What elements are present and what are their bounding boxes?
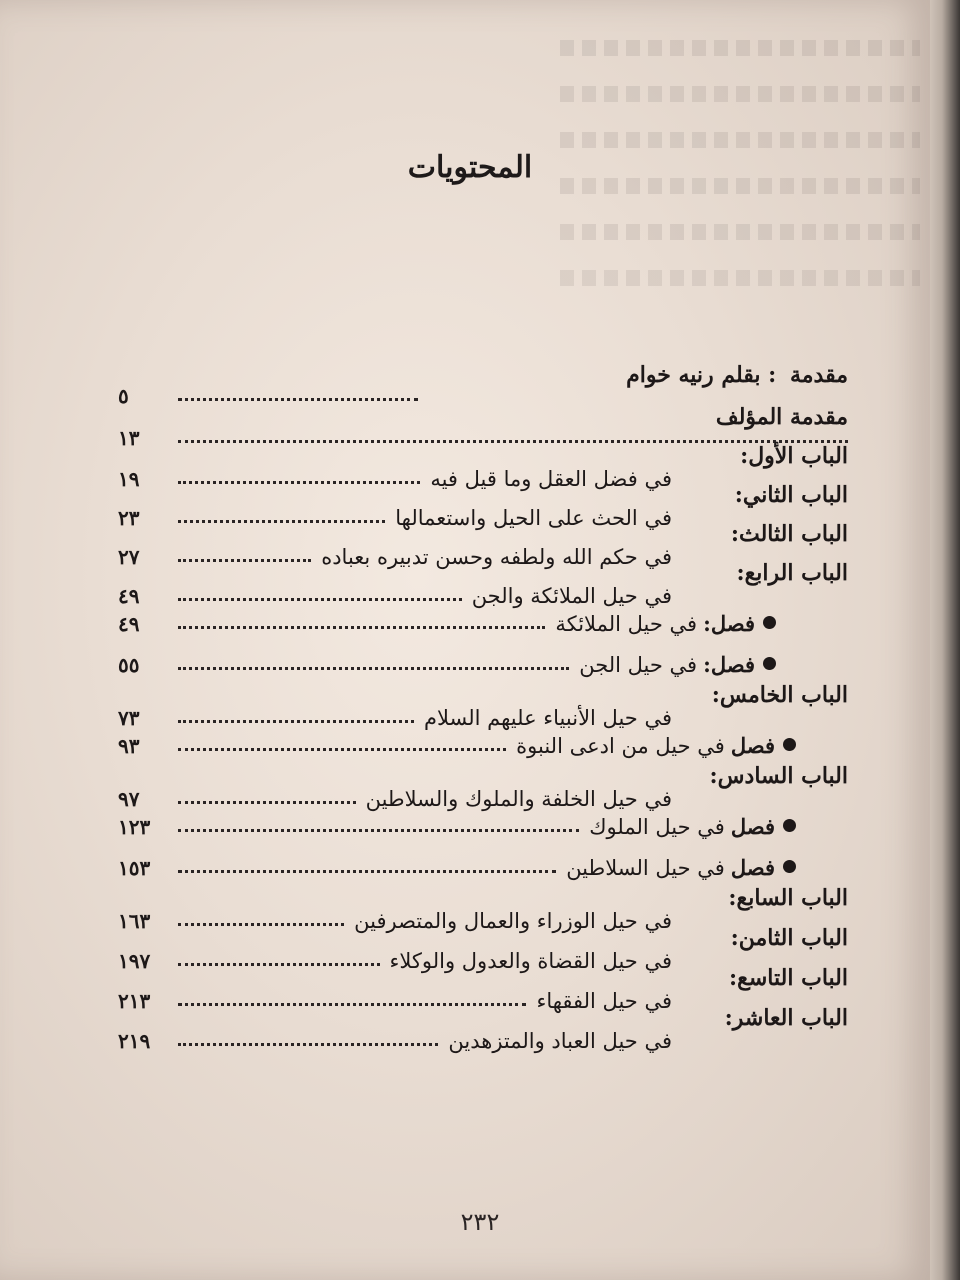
page-number: ٢٣	[118, 506, 140, 530]
entry-subtitle: : بقلم رنيه خوام	[626, 362, 777, 388]
bullet-icon	[783, 860, 796, 873]
entry-subtitle: في الحث على الحيل واستعمالها	[395, 506, 672, 530]
toc-entry-chapter-1	[118, 443, 848, 491]
toc-entry-section-jinn	[118, 641, 848, 682]
page-number: ٢٧	[118, 545, 140, 569]
entry-subtitle: في حيل الوزراء والعمال والمتصرفين	[354, 909, 672, 933]
page-number: ٢١٩	[118, 1029, 151, 1053]
book-spine-edge	[930, 0, 960, 1280]
entry-label: الباب السادس:	[709, 763, 848, 789]
entry-subtitle: في حيل الجن	[579, 653, 698, 677]
leader-dots	[178, 870, 556, 873]
leader-dots	[178, 667, 569, 670]
page-number: ٩٧	[118, 787, 140, 811]
entry-label: الباب الخامس:	[711, 682, 848, 708]
toc-entry-section-kings	[118, 803, 848, 844]
entry-label: مقدمة	[789, 362, 848, 388]
page-number: ٧٣	[118, 706, 140, 730]
toc-entry-section-false-prophets	[118, 722, 848, 763]
entry-label: فصل:	[703, 652, 755, 677]
toc-entry-chapter-5	[118, 682, 848, 730]
toc-entry-chapter-8	[118, 925, 848, 973]
toc-entry-introduction	[118, 362, 848, 408]
toc-entry-chapter-10	[118, 1005, 848, 1053]
leader-dots	[178, 1043, 438, 1046]
page-number: ١٢٣	[118, 815, 151, 839]
entry-label: الباب الثامن:	[730, 925, 848, 951]
entry-subtitle: في حيل الملائكة	[555, 612, 698, 636]
leader-dots	[178, 398, 418, 401]
page-number: ١٩	[118, 467, 140, 491]
entry-label: الباب العاشر:	[724, 1005, 848, 1031]
toc-entry-chapter-3	[118, 521, 848, 569]
page-number: ٤٩	[118, 584, 140, 608]
bullet-icon	[783, 738, 796, 751]
entry-subtitle: في حيل القضاة والعدول والوكلاء	[389, 949, 672, 973]
entry-label: الباب الثاني:	[734, 482, 848, 508]
bullet-icon	[763, 657, 776, 670]
page-number: ٥٥	[118, 653, 140, 677]
entry-label: الباب الأول:	[740, 443, 848, 469]
entry-subtitle: في حيل الخلفة والملوك والسلاطين	[365, 787, 672, 811]
entry-label: الباب السابع:	[728, 885, 848, 911]
entry-subtitle: في حيل الملائكة والجن	[471, 584, 672, 608]
page-footer-number: ٢٣٢	[460, 1208, 500, 1236]
entry-subtitle: في فضل العقل وما قيل فيه	[430, 467, 672, 491]
page-number: ٥	[118, 384, 129, 408]
page-number: ٩٣	[118, 734, 140, 758]
leader-dots	[178, 829, 579, 832]
page-number: ٢١٣	[118, 989, 151, 1013]
entry-label: فصل:	[703, 611, 755, 636]
entry-subtitle: في حيل الفقهاء	[536, 989, 672, 1013]
entry-label: الباب الثالث:	[730, 521, 848, 547]
page-number: ١٦٣	[118, 909, 151, 933]
toc-entry-chapter-2	[118, 482, 848, 530]
leader-dots	[178, 626, 545, 629]
entry-label: الباب الرابع:	[736, 560, 848, 586]
page-number: ٤٩	[118, 612, 140, 636]
toc-entry-section-sultans	[118, 844, 848, 885]
toc-entry-chapter-4	[118, 560, 848, 608]
entry-subtitle: في حيل الملوك	[589, 815, 725, 839]
entry-label: فصل	[730, 814, 775, 839]
toc-entry-author-preface	[118, 402, 848, 450]
entry-label: الباب التاسع:	[729, 965, 848, 991]
entry-label: فصل	[730, 855, 775, 880]
toc-entry-chapter-9	[118, 965, 848, 1013]
toc-entry-chapter-7	[118, 885, 848, 933]
page-number: ١٩٧	[118, 949, 151, 973]
entry-subtitle: في حيل العباد والمتزهدين	[448, 1029, 672, 1053]
show-through-text	[560, 40, 920, 360]
page-title: المحتويات	[407, 150, 533, 185]
entry-label: فصل	[730, 733, 775, 758]
entry-subtitle: في حكم الله ولطفه وحسن تدبيره بعباده	[321, 545, 672, 569]
toc-entry-chapter-6	[118, 763, 848, 811]
entry-subtitle: في حيل الأنبياء عليهم السلام	[423, 706, 672, 730]
toc-entry-section-angels	[118, 600, 848, 641]
bullet-icon	[763, 616, 776, 629]
table-of-contents	[118, 362, 848, 1053]
page-number: ١٥٣	[118, 856, 151, 880]
entry-subtitle: في حيل من ادعى النبوة	[516, 734, 725, 758]
page-number: ١٣	[118, 426, 140, 450]
entry-subtitle: في حيل السلاطين	[566, 856, 725, 880]
bullet-icon	[783, 819, 796, 832]
entry-label: مقدمة المؤلف	[715, 404, 848, 430]
leader-dots	[178, 748, 506, 751]
